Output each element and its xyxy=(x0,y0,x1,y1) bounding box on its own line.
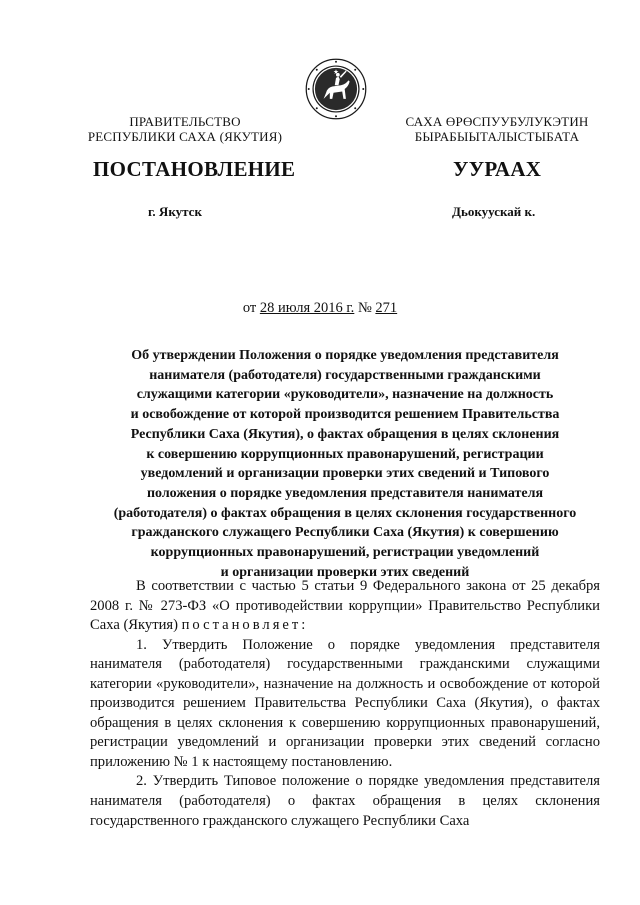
title-line: Об утверждении Положения о порядке уведомления представителя xyxy=(131,348,559,363)
title-line: (работодателя) о фактах обращения в целях склонения государственного xyxy=(113,505,577,521)
government-name-ru xyxy=(60,114,310,144)
title-line: коррупционных правонарушений, регистрации уведомлений xyxy=(150,545,540,561)
document-body xyxy=(90,577,600,831)
document-title xyxy=(80,346,610,582)
title-line: к совершению коррупционных правонарушений, регистрации xyxy=(146,446,544,462)
republic-emblem-icon xyxy=(305,58,367,120)
title-line: и организации проверки этих сведений xyxy=(220,564,470,580)
title-line: Республики Саха (Якутия), о фактах обращения в целях склонения xyxy=(130,426,560,442)
preamble-paragraph xyxy=(90,577,600,636)
item-2-paragraph: 2. Утвердить Типовое положение о порядке уведомления представителя нанимателя (работодателя) о фактах обращения в целях склонения государственного гражданского служащего Республики Саха xyxy=(90,773,600,829)
government-name-ru-line2: РЕСПУБЛИКИ САХА (ЯКУТИЯ) xyxy=(87,129,283,144)
number-sign: № xyxy=(354,300,376,316)
title-line: и освобождение от которой производится решением Правительства xyxy=(130,407,560,423)
resolves-word: постановляет: xyxy=(181,617,309,634)
preamble-text: В соответствии с частью 5 статьи 9 Федерального закона от 25 декабря 2008 г. № 273-ФЗ «О противодействии коррупции» Правительство Республики Саха (Якутия) xyxy=(90,578,600,634)
title-line: гражданского служащего Республики Саха (Якутия) к совершению xyxy=(131,525,559,541)
date-number-line xyxy=(0,300,640,317)
document-date: 28 июля 2016 г. xyxy=(259,300,355,316)
item-1-paragraph: 1. Утвердить Положение о порядке уведомления представителя нанимателя (работодателя) государственными гражданскими служащими категории «руководители», назначение на должность и освобождение от которой производится решением Правительства Республики Саха (Якутия), о фактах обращения в целях склонения к совершению коррупционных правонарушений, регистрации уведомлений и организации проверки этих сведений согласно приложению № 1 к настоящему постановлению. xyxy=(90,636,600,770)
title-line: нанимателя (работодателя) государственными гражданскими xyxy=(149,367,541,383)
government-name-sakha-line1: САХА ӨРӨСПУУБУЛУКЭТИН xyxy=(405,114,589,129)
government-name-sakha xyxy=(372,114,622,144)
title-line: уведомлений и организации проверки этих сведений и Типового xyxy=(140,466,550,482)
government-name-sakha-line2: БЫРАБЫЫТАЛЫСТЫБАТА xyxy=(414,129,580,144)
title-line: служащими категории «руководители», назначение на должность xyxy=(136,387,554,403)
doc-type-sakha: УУРААХ xyxy=(453,157,542,181)
doc-type-ru: ПОСТАНОВЛЕНИЕ xyxy=(93,157,296,181)
city-sakha: Дьокуускай к. xyxy=(452,204,536,219)
city-ru: г. Якутск xyxy=(148,204,202,219)
title-line: положения о порядке уведомления представителя нанимателя xyxy=(146,485,544,501)
document-number: 271 xyxy=(375,300,398,316)
government-name-ru-line1: ПРАВИТЕЛЬСТВО xyxy=(129,114,241,129)
date-prefix: от xyxy=(242,300,260,316)
